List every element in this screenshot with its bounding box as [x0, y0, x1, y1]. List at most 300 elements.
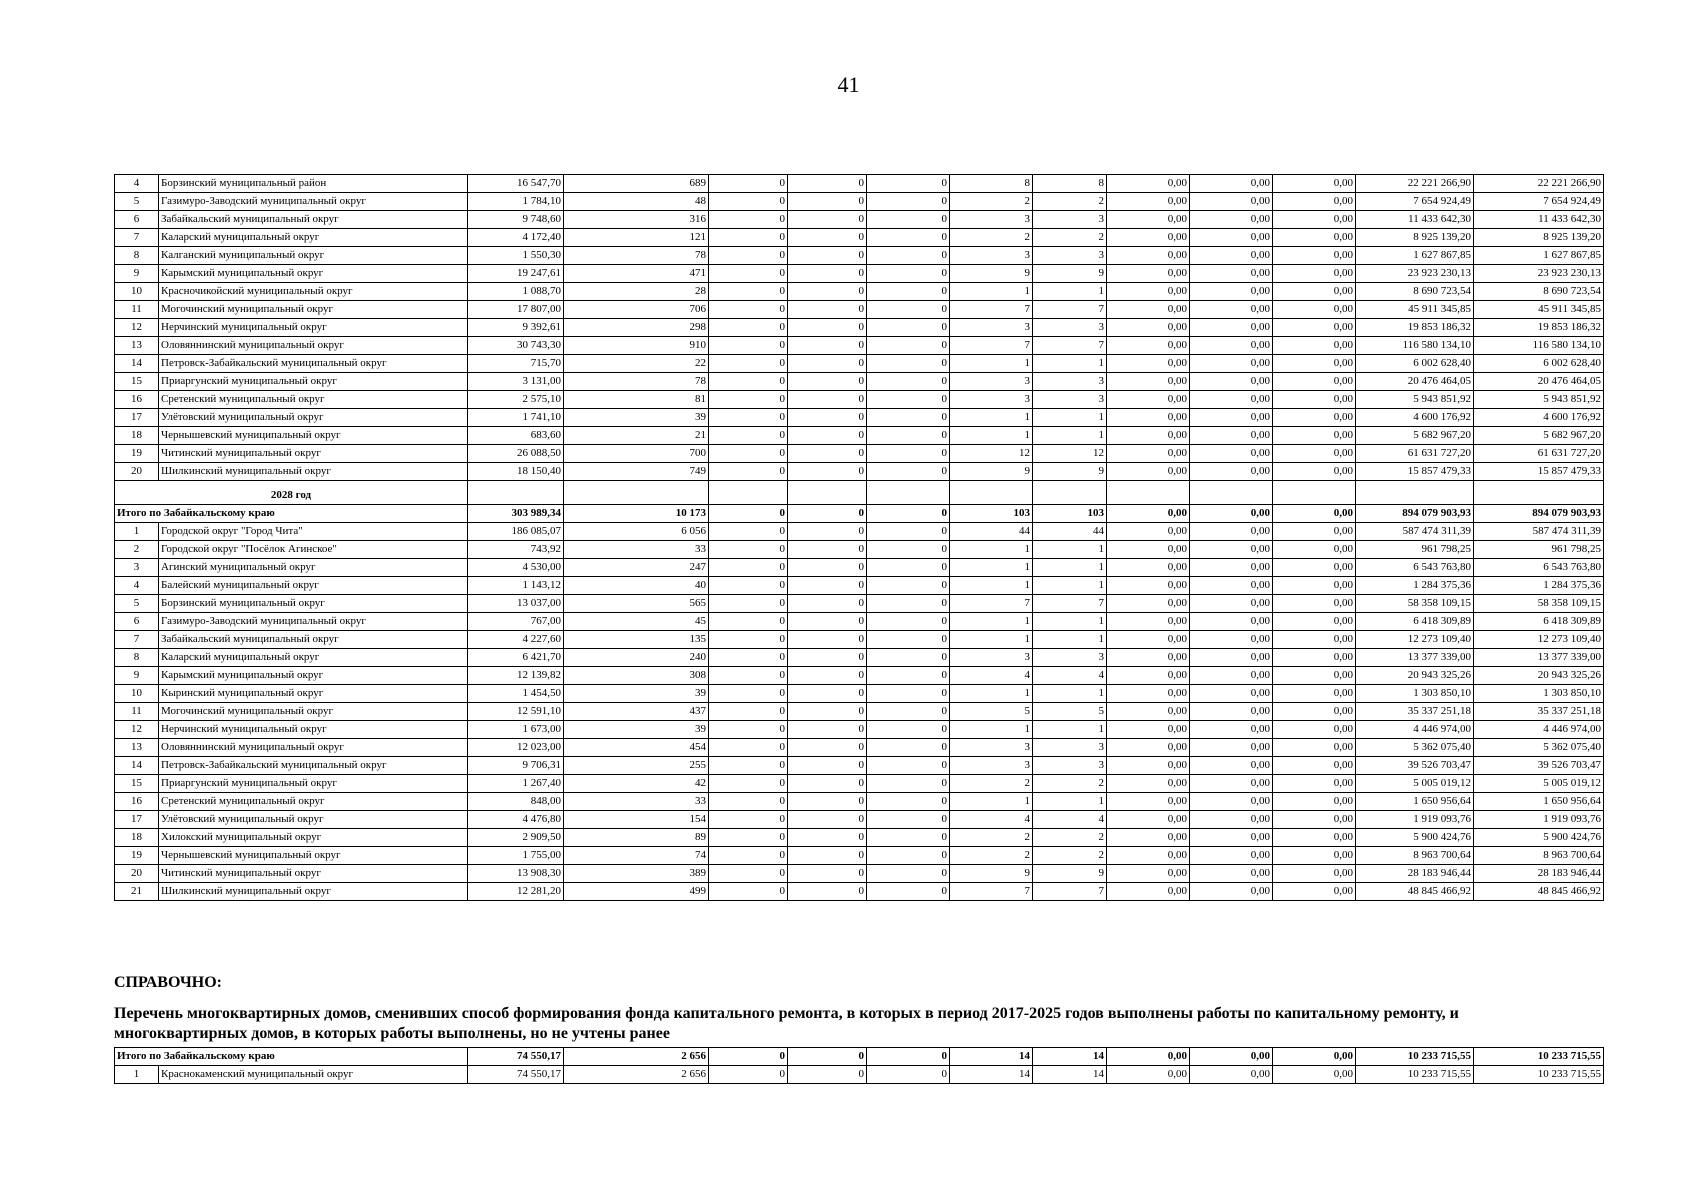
- value-c2: 0: [788, 865, 867, 883]
- value-c8: 0,00: [1273, 775, 1356, 793]
- value-c3: 0: [867, 883, 950, 901]
- value-c6: 0,00: [1107, 193, 1190, 211]
- value-c7: 0,00: [1190, 265, 1273, 283]
- year-row: [115, 481, 1604, 505]
- value-c2: 0: [788, 883, 867, 901]
- value-c9: 8 690 723,54: [1356, 283, 1474, 301]
- row-number: 5: [115, 193, 159, 211]
- value-c10: 10 233 715,55: [1474, 1066, 1604, 1084]
- value-c4: 1: [950, 541, 1033, 559]
- municipality-name: Оловяннинский муниципальный округ: [159, 337, 468, 355]
- value-c9: 8 963 700,64: [1356, 847, 1474, 865]
- value-c8: 0,00: [1273, 319, 1356, 337]
- value-c9: 58 358 109,15: [1356, 595, 1474, 613]
- row-number: 13: [115, 739, 159, 757]
- value-c4: 1: [950, 427, 1033, 445]
- table-row: [115, 847, 1604, 865]
- value-c4: 2: [950, 829, 1033, 847]
- value-c7: 0,00: [1190, 229, 1273, 247]
- value-c4: 9: [950, 463, 1033, 481]
- value-c6: 0,00: [1107, 721, 1190, 739]
- value-c9: 116 580 134,10: [1356, 337, 1474, 355]
- value-c7: 0,00: [1190, 193, 1273, 211]
- total-c9: 10 233 715,55: [1356, 1048, 1474, 1066]
- value-c10: 1 627 867,85: [1474, 247, 1604, 265]
- value-c1: 0: [709, 541, 788, 559]
- municipality-name: Красночикойский муниципальный округ: [159, 283, 468, 301]
- value-c7: 0,00: [1190, 445, 1273, 463]
- value-people: 78: [564, 247, 709, 265]
- value-c7: 0,00: [1190, 847, 1273, 865]
- value-c4: 2: [950, 229, 1033, 247]
- municipality-name: Забайкальский муниципальный округ: [159, 211, 468, 229]
- table-row: [115, 355, 1604, 373]
- empty-cell: [950, 481, 1033, 505]
- municipality-name: Газимуро-Заводский муниципальный округ: [159, 613, 468, 631]
- value-c6: 0,00: [1107, 811, 1190, 829]
- value-area: 74 550,17: [468, 1066, 564, 1084]
- value-area: 12 591,10: [468, 703, 564, 721]
- value-c6: 0,00: [1107, 175, 1190, 193]
- total-c7: 0,00: [1190, 1048, 1273, 1066]
- value-c4: 2: [950, 775, 1033, 793]
- value-people: 89: [564, 829, 709, 847]
- total-label: Итого по Забайкальскому краю: [115, 505, 468, 523]
- value-c7: 0,00: [1190, 649, 1273, 667]
- value-c3: 0: [867, 175, 950, 193]
- table-row: [115, 667, 1604, 685]
- table-row: [115, 409, 1604, 427]
- value-c6: 0,00: [1107, 211, 1190, 229]
- value-c1: 0: [709, 577, 788, 595]
- table-row: [115, 283, 1604, 301]
- value-c8: 0,00: [1273, 445, 1356, 463]
- value-c3: 0: [867, 703, 950, 721]
- total-people: 10 173: [564, 505, 709, 523]
- value-c1: 0: [709, 523, 788, 541]
- value-people: 706: [564, 301, 709, 319]
- value-area: 26 088,50: [468, 445, 564, 463]
- value-c3: 0: [867, 427, 950, 445]
- value-c7: 0,00: [1190, 301, 1273, 319]
- table-row: [115, 445, 1604, 463]
- value-c1: 0: [709, 229, 788, 247]
- value-c5: 3: [1033, 649, 1107, 667]
- value-c10: 1 919 093,76: [1474, 811, 1604, 829]
- value-area: 6 421,70: [468, 649, 564, 667]
- empty-cell: [709, 481, 788, 505]
- value-c6: 0,00: [1107, 445, 1190, 463]
- value-c6: 0,00: [1107, 829, 1190, 847]
- value-people: 45: [564, 613, 709, 631]
- value-c9: 1 919 093,76: [1356, 811, 1474, 829]
- value-area: 767,00: [468, 613, 564, 631]
- table-row: [115, 247, 1604, 265]
- value-c9: 61 631 727,20: [1356, 445, 1474, 463]
- value-c2: 0: [788, 175, 867, 193]
- value-area: 1 784,10: [468, 193, 564, 211]
- value-area: 9 706,31: [468, 757, 564, 775]
- value-c7: 0,00: [1190, 559, 1273, 577]
- value-c3: 0: [867, 721, 950, 739]
- value-people: 700: [564, 445, 709, 463]
- value-c9: 5 362 075,40: [1356, 739, 1474, 757]
- value-c2: 0: [788, 337, 867, 355]
- value-c5: 1: [1033, 577, 1107, 595]
- municipality-name: Приаргунский муниципальный округ: [159, 373, 468, 391]
- value-c10: 39 526 703,47: [1474, 757, 1604, 775]
- value-area: 186 085,07: [468, 523, 564, 541]
- value-c3: 0: [867, 631, 950, 649]
- row-number: 6: [115, 211, 159, 229]
- value-c4: 5: [950, 703, 1033, 721]
- value-people: 255: [564, 757, 709, 775]
- value-c6: 0,00: [1107, 355, 1190, 373]
- value-people: 247: [564, 559, 709, 577]
- value-c5: 1: [1033, 541, 1107, 559]
- table-row: [115, 319, 1604, 337]
- value-c3: 0: [867, 265, 950, 283]
- value-c8: 0,00: [1273, 811, 1356, 829]
- value-c2: 0: [788, 355, 867, 373]
- value-c2: 0: [788, 595, 867, 613]
- value-c10: 8 925 139,20: [1474, 229, 1604, 247]
- value-c1: 0: [709, 631, 788, 649]
- value-c6: 0,00: [1107, 613, 1190, 631]
- value-c6: 0,00: [1107, 247, 1190, 265]
- value-c2: 0: [788, 667, 867, 685]
- value-c3: 0: [867, 1066, 950, 1084]
- value-c6: 0,00: [1107, 373, 1190, 391]
- value-c4: 7: [950, 301, 1033, 319]
- value-c8: 0,00: [1273, 559, 1356, 577]
- table-row: [115, 829, 1604, 847]
- value-people: 81: [564, 391, 709, 409]
- value-c1: 0: [709, 193, 788, 211]
- value-c2: 0: [788, 463, 867, 481]
- value-c6: 0,00: [1107, 1066, 1190, 1084]
- value-area: 1 143,12: [468, 577, 564, 595]
- value-c4: 8: [950, 175, 1033, 193]
- value-c2: 0: [788, 373, 867, 391]
- value-c5: 1: [1033, 409, 1107, 427]
- value-area: 3 131,00: [468, 373, 564, 391]
- value-c7: 0,00: [1190, 685, 1273, 703]
- empty-cell: [1356, 481, 1474, 505]
- value-c9: 1 650 956,64: [1356, 793, 1474, 811]
- value-c1: 0: [709, 685, 788, 703]
- table-row: [115, 577, 1604, 595]
- reference-title: Перечень многоквартирных домов, сменивших способ формирования фонда капитального ремонта, в которых в период 2017-2025 годов выполнены работы по капитальному ремонту, и многоквартирных домов, в которых работы выполнены, но не учтены ранее: [114, 1005, 1459, 1042]
- table-row: [115, 703, 1604, 721]
- value-c6: 0,00: [1107, 577, 1190, 595]
- value-c8: 0,00: [1273, 793, 1356, 811]
- value-c3: 0: [867, 409, 950, 427]
- value-c6: 0,00: [1107, 793, 1190, 811]
- value-c7: 0,00: [1190, 1066, 1273, 1084]
- value-c7: 0,00: [1190, 319, 1273, 337]
- total-c9: 894 079 903,93: [1356, 505, 1474, 523]
- value-c7: 0,00: [1190, 577, 1273, 595]
- value-people: 21: [564, 427, 709, 445]
- total-c2: 0: [788, 1048, 867, 1066]
- row-number: 18: [115, 829, 159, 847]
- row-number: 20: [115, 463, 159, 481]
- value-area: 848,00: [468, 793, 564, 811]
- empty-cell: [468, 481, 564, 505]
- value-c1: 0: [709, 283, 788, 301]
- value-c1: 0: [709, 595, 788, 613]
- value-c9: 6 002 628,40: [1356, 355, 1474, 373]
- value-c3: 0: [867, 811, 950, 829]
- value-area: 16 547,70: [468, 175, 564, 193]
- value-c7: 0,00: [1190, 355, 1273, 373]
- value-area: 17 807,00: [468, 301, 564, 319]
- value-c1: 0: [709, 793, 788, 811]
- value-c10: 5 900 424,76: [1474, 829, 1604, 847]
- total-c1: 0: [709, 1048, 788, 1066]
- value-c8: 0,00: [1273, 865, 1356, 883]
- municipality-name: Могочинский муниципальный округ: [159, 301, 468, 319]
- value-c1: 0: [709, 391, 788, 409]
- value-c3: 0: [867, 445, 950, 463]
- value-c10: 8 690 723,54: [1474, 283, 1604, 301]
- value-c7: 0,00: [1190, 739, 1273, 757]
- value-c9: 961 798,25: [1356, 541, 1474, 559]
- value-c10: 48 845 466,92: [1474, 883, 1604, 901]
- value-people: 298: [564, 319, 709, 337]
- value-c6: 0,00: [1107, 265, 1190, 283]
- value-c4: 1: [950, 721, 1033, 739]
- value-c2: 0: [788, 427, 867, 445]
- value-c1: 0: [709, 811, 788, 829]
- row-number: 17: [115, 811, 159, 829]
- value-people: 22: [564, 355, 709, 373]
- table-row: [115, 559, 1604, 577]
- value-c3: 0: [867, 613, 950, 631]
- municipality-name: Кыринский муниципальный округ: [159, 685, 468, 703]
- value-c8: 0,00: [1273, 757, 1356, 775]
- value-c2: 0: [788, 283, 867, 301]
- value-c7: 0,00: [1190, 523, 1273, 541]
- empty-cell: [1190, 481, 1273, 505]
- value-c4: 4: [950, 811, 1033, 829]
- row-number: 4: [115, 175, 159, 193]
- row-number: 7: [115, 229, 159, 247]
- value-c5: 3: [1033, 211, 1107, 229]
- municipality-name: Борзинский муниципальный округ: [159, 595, 468, 613]
- value-c7: 0,00: [1190, 541, 1273, 559]
- value-c5: 3: [1033, 757, 1107, 775]
- total-area: 74 550,17: [468, 1048, 564, 1066]
- value-c3: 0: [867, 577, 950, 595]
- value-c10: 22 221 266,90: [1474, 175, 1604, 193]
- row-number: 13: [115, 337, 159, 355]
- value-c7: 0,00: [1190, 463, 1273, 481]
- value-c5: 2: [1033, 775, 1107, 793]
- total-c5: 103: [1033, 505, 1107, 523]
- value-c1: 0: [709, 829, 788, 847]
- value-c4: 1: [950, 355, 1033, 373]
- table-row: [115, 541, 1604, 559]
- value-area: 1 755,00: [468, 847, 564, 865]
- value-people: 33: [564, 793, 709, 811]
- table-row: [115, 427, 1604, 445]
- value-c8: 0,00: [1273, 847, 1356, 865]
- value-c9: 23 923 230,13: [1356, 265, 1474, 283]
- value-c4: 7: [950, 595, 1033, 613]
- value-c10: 1 284 375,36: [1474, 577, 1604, 595]
- value-c4: 14: [950, 1066, 1033, 1084]
- row-number: 10: [115, 283, 159, 301]
- value-c2: 0: [788, 301, 867, 319]
- value-c4: 1: [950, 559, 1033, 577]
- value-c3: 0: [867, 541, 950, 559]
- municipality-name: Сретенский муниципальный округ: [159, 793, 468, 811]
- value-c9: 48 845 466,92: [1356, 883, 1474, 901]
- value-c3: 0: [867, 319, 950, 337]
- value-c3: 0: [867, 667, 950, 685]
- row-number: 9: [115, 265, 159, 283]
- value-c7: 0,00: [1190, 811, 1273, 829]
- value-c5: 14: [1033, 1066, 1107, 1084]
- row-number: 20: [115, 865, 159, 883]
- total-c3: 0: [867, 505, 950, 523]
- row-number: 8: [115, 649, 159, 667]
- value-c7: 0,00: [1190, 883, 1273, 901]
- value-c2: 0: [788, 193, 867, 211]
- value-c10: 13 377 339,00: [1474, 649, 1604, 667]
- value-c10: 11 433 642,30: [1474, 211, 1604, 229]
- row-number: 7: [115, 631, 159, 649]
- value-c2: 0: [788, 793, 867, 811]
- value-c5: 7: [1033, 595, 1107, 613]
- value-c5: 12: [1033, 445, 1107, 463]
- value-people: 135: [564, 631, 709, 649]
- municipality-name: Чернышевский муниципальный округ: [159, 847, 468, 865]
- value-area: 2 909,50: [468, 829, 564, 847]
- value-c8: 0,00: [1273, 265, 1356, 283]
- municipality-name: Улётовский муниципальный округ: [159, 811, 468, 829]
- value-c1: 0: [709, 649, 788, 667]
- value-c4: 3: [950, 211, 1033, 229]
- value-c1: 0: [709, 409, 788, 427]
- value-c4: 1: [950, 283, 1033, 301]
- value-c2: 0: [788, 685, 867, 703]
- value-c3: 0: [867, 595, 950, 613]
- value-c10: 1 650 956,64: [1474, 793, 1604, 811]
- row-number: 11: [115, 301, 159, 319]
- value-c5: 3: [1033, 319, 1107, 337]
- value-c3: 0: [867, 793, 950, 811]
- municipality-name: Краснокаменский муниципальный округ: [159, 1066, 468, 1084]
- value-c1: 0: [709, 427, 788, 445]
- value-c4: 1: [950, 613, 1033, 631]
- table-row: [115, 613, 1604, 631]
- table-row: [115, 175, 1604, 193]
- empty-cell: [1474, 481, 1604, 505]
- value-c5: 3: [1033, 247, 1107, 265]
- value-area: 743,92: [468, 541, 564, 559]
- value-area: 4 172,40: [468, 229, 564, 247]
- value-c3: 0: [867, 685, 950, 703]
- value-c10: 4 600 176,92: [1474, 409, 1604, 427]
- value-c6: 0,00: [1107, 865, 1190, 883]
- table-row: [115, 757, 1604, 775]
- value-c5: 8: [1033, 175, 1107, 193]
- value-c1: 0: [709, 1066, 788, 1084]
- page-number: 41: [837, 72, 860, 97]
- value-c10: 5 362 075,40: [1474, 739, 1604, 757]
- value-c1: 0: [709, 175, 788, 193]
- value-people: 240: [564, 649, 709, 667]
- table-row: [115, 883, 1604, 901]
- value-c10: 6 418 309,89: [1474, 613, 1604, 631]
- value-c2: 0: [788, 319, 867, 337]
- value-area: 1 454,50: [468, 685, 564, 703]
- table-row: [115, 649, 1604, 667]
- value-c2: 0: [788, 703, 867, 721]
- total-c5: 14: [1033, 1048, 1107, 1066]
- value-c2: 0: [788, 577, 867, 595]
- total-row: [115, 1048, 1604, 1066]
- value-people: 437: [564, 703, 709, 721]
- value-c9: 4 600 176,92: [1356, 409, 1474, 427]
- value-c6: 0,00: [1107, 229, 1190, 247]
- value-c2: 0: [788, 631, 867, 649]
- municipality-name: Петровск-Забайкальский муниципальный округ: [159, 355, 468, 373]
- municipality-name: Шилкинский муниципальный округ: [159, 463, 468, 481]
- municipality-name: Городской округ "Посёлок Агинское": [159, 541, 468, 559]
- value-c9: 7 654 924,49: [1356, 193, 1474, 211]
- value-c4: 9: [950, 265, 1033, 283]
- value-c10: 20 476 464,05: [1474, 373, 1604, 391]
- value-c5: 4: [1033, 811, 1107, 829]
- value-c5: 7: [1033, 337, 1107, 355]
- value-c2: 0: [788, 445, 867, 463]
- value-c4: 3: [950, 757, 1033, 775]
- value-c1: 0: [709, 667, 788, 685]
- municipality-name: Улётовский муниципальный округ: [159, 409, 468, 427]
- municipality-name: Шилкинский муниципальный округ: [159, 883, 468, 901]
- municipality-name: Городской округ "Город Чита": [159, 523, 468, 541]
- total-c4: 103: [950, 505, 1033, 523]
- value-c10: 6 002 628,40: [1474, 355, 1604, 373]
- value-c3: 0: [867, 775, 950, 793]
- row-number: 9: [115, 667, 159, 685]
- total-c7: 0,00: [1190, 505, 1273, 523]
- value-c5: 9: [1033, 463, 1107, 481]
- row-number: 14: [115, 757, 159, 775]
- value-area: 1 267,40: [468, 775, 564, 793]
- value-c4: 3: [950, 247, 1033, 265]
- value-c10: 1 303 850,10: [1474, 685, 1604, 703]
- value-c3: 0: [867, 337, 950, 355]
- value-c2: 0: [788, 613, 867, 631]
- table-row: [115, 193, 1604, 211]
- value-c6: 0,00: [1107, 775, 1190, 793]
- value-c1: 0: [709, 463, 788, 481]
- value-c5: 2: [1033, 829, 1107, 847]
- value-c4: 3: [950, 319, 1033, 337]
- value-c8: 0,00: [1273, 631, 1356, 649]
- value-c6: 0,00: [1107, 685, 1190, 703]
- value-c7: 0,00: [1190, 631, 1273, 649]
- value-c1: 0: [709, 355, 788, 373]
- value-c1: 0: [709, 301, 788, 319]
- value-c1: 0: [709, 613, 788, 631]
- value-c10: 35 337 251,18: [1474, 703, 1604, 721]
